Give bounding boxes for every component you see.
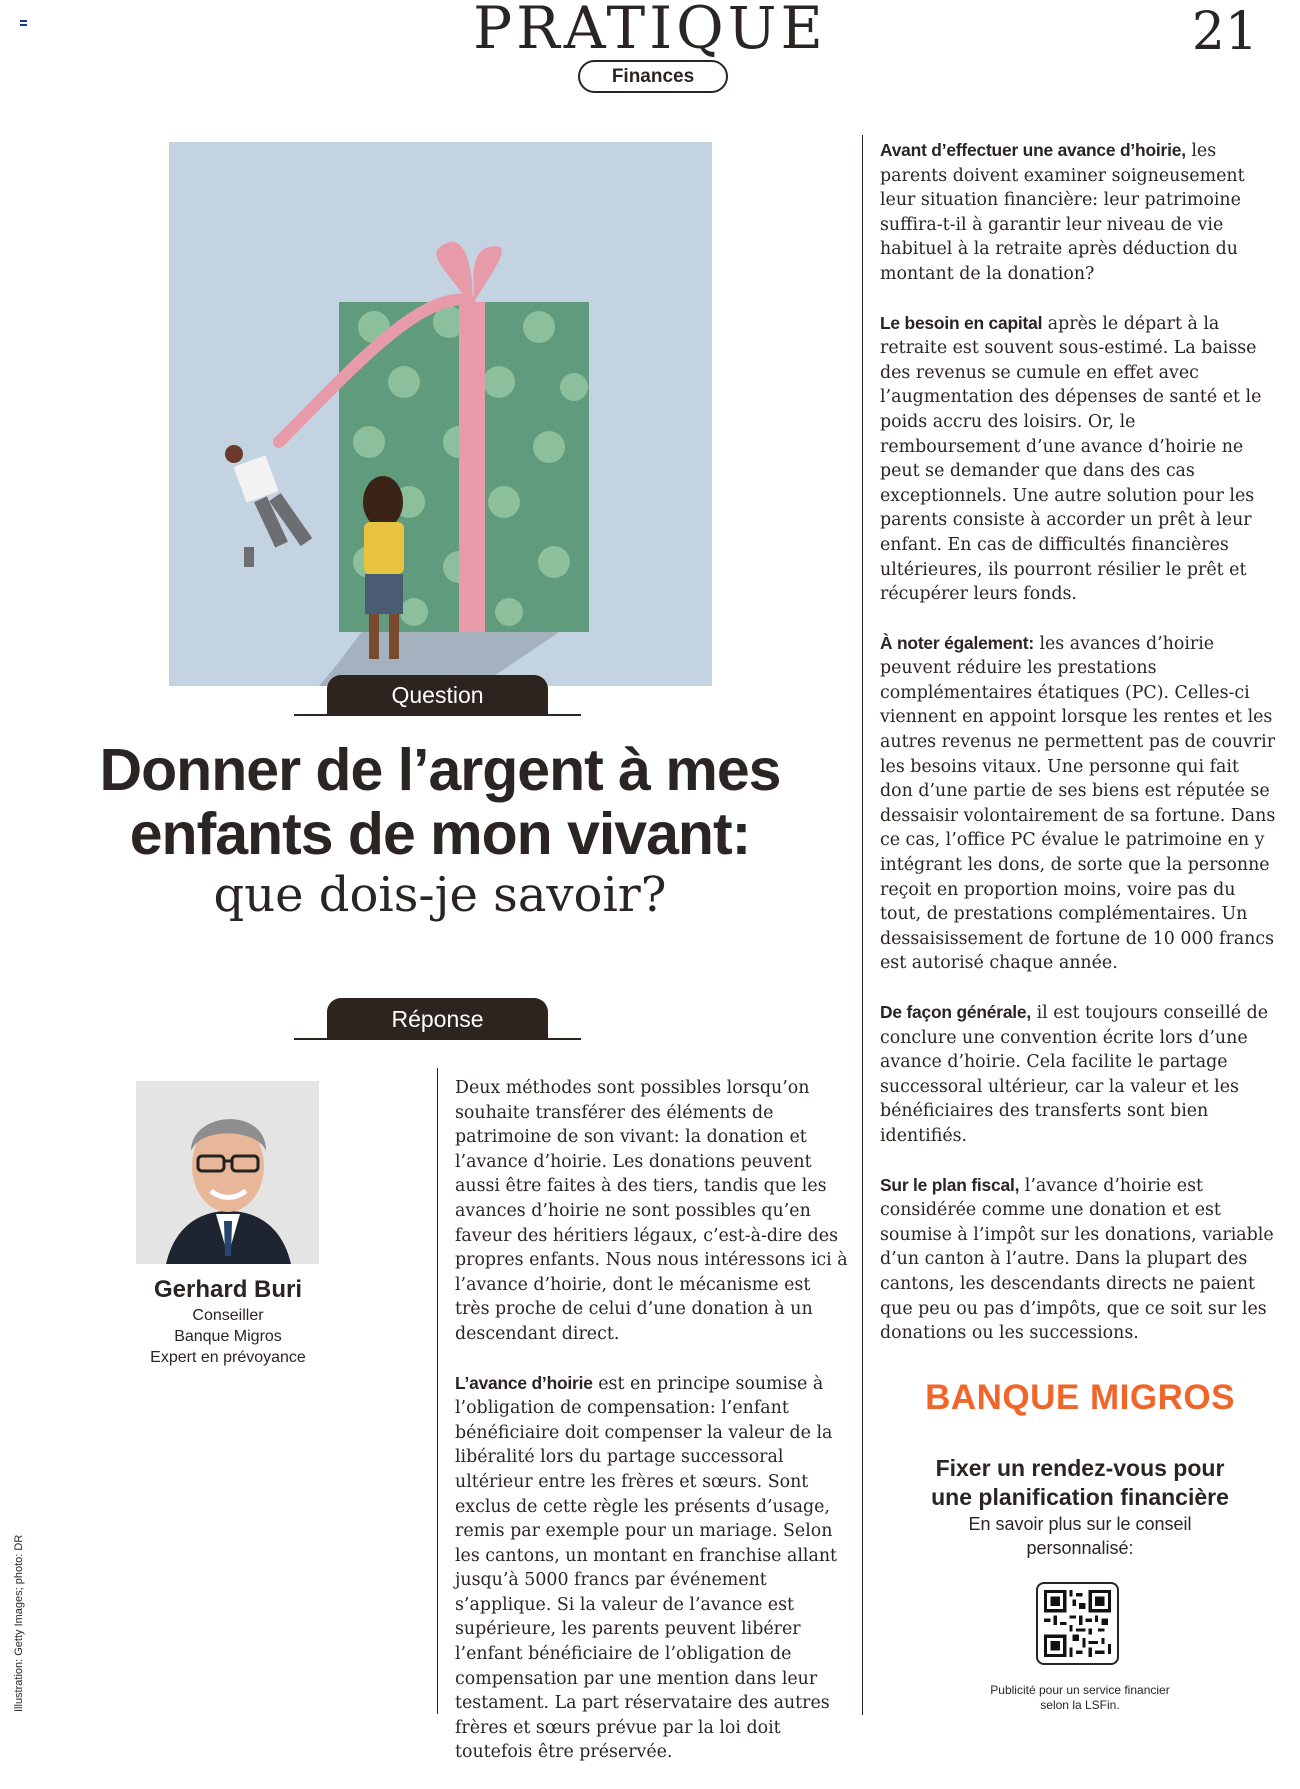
paragraph-lead: Avant d’effectuer une avance d’hoirie, xyxy=(880,140,1186,160)
rubric-badge: Finances xyxy=(578,60,728,93)
gift-ribbon xyxy=(459,302,485,632)
column-rule-left xyxy=(437,1068,438,1714)
headline-line-2: enfants de mon vivant: xyxy=(129,801,751,867)
paragraph-text: les parents doivent examiner soigneusement leur situation financière: leur patrimoine suffira-t-il à garantir leur niveau de vie habituel à la retraite après déduction du montant de la donation? xyxy=(880,141,1245,284)
image-credit: Illustration: Getty Images; photo: DR xyxy=(13,1534,25,1712)
paragraph-text: après le départ à la retraite est souvent sous-estimé. La baisse des revenus se cumule en effet avec l’augmentation des dépenses de santé et le poids accru des loisirs. Or, le remboursement d’une avance d’hoirie ne peut se demander que dans des cas exceptionnels. Une autre solution pour les parents consiste à accorder un prêt à leur enfant. En cas de difficultés financières ultérieures, ils pourront résilier le prêt et récupérer leurs fonds. xyxy=(880,313,1262,605)
paragraph-lead: À noter également: xyxy=(880,632,1034,653)
paragraph-text: est en principe soumise à l’obligation de compensation: l’enfant bénéficiaire doit compenser la valeur de la libéralité lors du partage successoral ultérieur entre les frères et sœurs. Sont exclus de cette règle les présents d’usage, remis par exemple pour un mariage. Selon les cantons, un montant en franchise allant jusqu’à 5000 francs par événement s’applique. Si la valeur de l’avance est supérieure, les parents peuvent libérer l’enfant bénéficiaire de l’obligation de compensation par une mention dans leur testament. La part réservataire des autres frères et sœurs prévue par la loi doit toutefois être préservée. xyxy=(455,1373,838,1763)
answer-tab-rule xyxy=(294,1038,581,1040)
ad-headline-line: une planification financière xyxy=(931,1484,1229,1510)
article-paragraph xyxy=(455,1076,850,1347)
author-name: Gerhard Buri xyxy=(153,1276,303,1303)
ad-subline-line: En savoir plus sur le conseil xyxy=(968,1514,1192,1534)
ad-subline-line: personnalisé: xyxy=(1026,1538,1134,1558)
author-role: Conseiller xyxy=(192,1307,264,1324)
ad-subline xyxy=(880,1512,1280,1560)
article-paragraph xyxy=(880,311,1277,607)
ad-brand-logo[interactable]: BANQUE MIGROS xyxy=(925,1378,1235,1417)
question-tab-rule xyxy=(294,714,581,716)
gift-illustration xyxy=(169,142,712,686)
qr-code[interactable] xyxy=(1036,1582,1119,1665)
author-specialty: Expert en prévoyance xyxy=(150,1349,306,1366)
paragraph-lead: Le besoin en capital xyxy=(880,312,1043,333)
headline-line-1: Donner de l’argent à mes xyxy=(99,737,781,803)
page-number: 21 xyxy=(1191,2,1258,62)
section-title: PRATIQUE xyxy=(473,0,827,62)
paragraph-text: les avances d’hoirie peuvent réduire les prestations complémentaires étatiques (PC). Celles-ci viennent en appoint lorsque les rentes et les autres revenus ne permettent pas de couvrir les besoins vitaux. Une personne qui fait don d’une partie de ses biens est réputée se dessaisir volontairement de sa fortune. Dans ce cas, l’office PC évalue le patrimoine en y intégrant les dons, de sorte que la personne reçoit en proportion moins, voire pas du tout, de prestations complémentaires. Un dessaisissement de fortune de 10 000 francs est autorisé chaque année. xyxy=(880,633,1276,974)
ad-legal-line: selon la LSFin. xyxy=(1040,1698,1120,1712)
qr-code-icon xyxy=(1044,1590,1111,1657)
headline-subtitle: que dois-je savoir? xyxy=(213,867,667,923)
paragraph-lead: Sur le plan fiscal, xyxy=(880,1174,1020,1195)
author-avatar xyxy=(136,1081,319,1264)
article-paragraph xyxy=(880,631,1277,976)
question-tab: Question xyxy=(327,675,548,714)
article-column-right xyxy=(880,138,1277,1370)
ad-headline xyxy=(880,1454,1280,1512)
gift-illustration-icon xyxy=(169,142,712,686)
article-paragraph xyxy=(455,1371,850,1766)
article-paragraph xyxy=(880,138,1277,287)
article-paragraph xyxy=(880,1173,1277,1346)
ad-legal-note xyxy=(880,1683,1280,1713)
author-portrait-icon xyxy=(136,1081,319,1264)
answer-tab: Réponse xyxy=(327,998,548,1038)
ad-headline-line: Fixer un rendez-vous pour xyxy=(935,1455,1225,1481)
paragraph-text: il est toujours conseillé de conclure une convention écrite lors d’une avance d’hoirie. Cela facilite le partage successoral ultérieur, car la valeur et les bénéficiaires des transferts sont bien identifiés. xyxy=(880,1003,1269,1146)
paragraph-text: l’avance d’hoirie est considérée comme une donation et est soumise à l’impôt sur les donations, variable d’un canton à l’autre. Dans la plupart des cantons, les descendants directs ne paient que peu ou pas d’impôts, que ce soit sur les donations ou les successions. xyxy=(880,1175,1274,1344)
paragraph-text: Deux méthodes sont possibles lorsqu’on souhaite transférer des éléments de patrimoine de son vivant: la donation et l’avance d’hoirie. Les donations peuvent aussi être faites à des tiers, tandis que les avances d’hoirie ne sont possibles qu’en faveur des héritiers légaux, c’est-à-dire des propres enfants. Nous nous intéressons ici à l’avance d’hoirie, dont le mécanisme est très proche de celui d’une donation à un descendant direct. xyxy=(455,1078,848,1344)
headline xyxy=(40,738,840,924)
author-company: Banque Migros xyxy=(174,1328,282,1345)
ad-legal-line: Publicité pour un service financier xyxy=(990,1683,1170,1697)
article-column-middle xyxy=(455,1076,850,1789)
column-rule-right xyxy=(862,135,863,1715)
article-paragraph xyxy=(880,1000,1277,1149)
paragraph-lead: L’avance d’hoirie xyxy=(455,1372,593,1393)
paragraph-lead: De façon générale, xyxy=(880,1002,1032,1022)
